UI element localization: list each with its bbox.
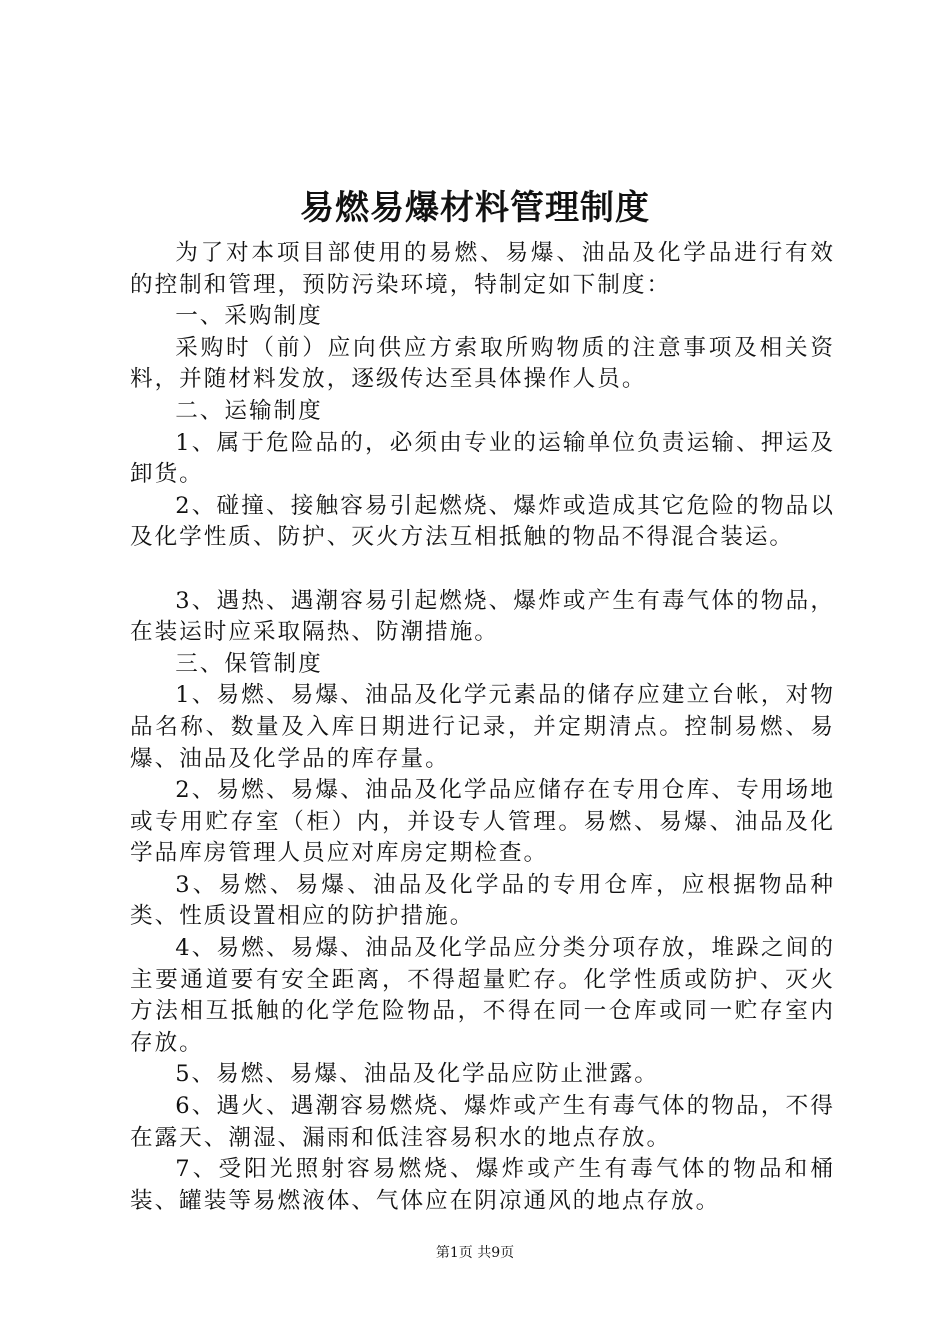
procurement-paragraph: 采购时（前）应向供应方索取所购物质的注意事项及相关资料，并随材料发放，逐级传达至具体操作人员。 bbox=[130, 334, 835, 393]
storage-item-4: 4、易燃、易爆、油品及化学品应分类分项存放，堆跺之间的主要通道要有安全距离，不得超量贮存。化学性质或防护、灭火方法相互抵触的化学危险物品，不得在同一仓库或同一贮存室内存放。 bbox=[130, 935, 835, 1056]
document-body bbox=[130, 238, 835, 1217]
intro-paragraph: 为了对本项目部使用的易燃、易爆、油品及化学品进行有效的控制和管理，预防污染环境，特制定如下制度： bbox=[130, 240, 835, 298]
storage-item-1: 1、易燃、易爆、油品及化学元素品的储存应建立台帐，对物品名称、数量及入库日期进行记录，并定期清点。控制易燃、易爆、油品及化学品的库存量。 bbox=[130, 682, 835, 772]
section-heading-storage: 三、保管制度 bbox=[175, 650, 323, 677]
transport-item-3: 3、遇热、遇潮容易引起燃烧、爆炸或产生有毒气体的物品，在装运时应采取隔热、防潮措施。 bbox=[130, 587, 835, 646]
storage-item-6: 6、遇火、遇潮容易燃烧、爆炸或产生有毒气体的物品，不得在露天、潮湿、漏雨和低洼容易积水的地点存放。 bbox=[130, 1093, 835, 1151]
storage-item-7: 7、受阳光照射容易燃烧、爆炸或产生有毒气体的物品和桶装、罐装等易燃液体、气体应在阴凉通风的地点存放。 bbox=[130, 1156, 835, 1214]
document-title: 易燃易爆材料管理制度 bbox=[300, 188, 650, 228]
storage-item-5: 5、易燃、易爆、油品及化学品应防止泄露。 bbox=[175, 1061, 659, 1088]
transport-item-1: 1、属于危险品的，必须由专业的运输单位负责运输、押运及卸货。 bbox=[130, 429, 835, 488]
transport-item-2: 2、碰撞、接触容易引起燃烧、爆炸或造成其它危险的物品以及化学性质、防护、灭火方法互相抵触的物品不得混合装运。 bbox=[130, 492, 835, 551]
section-heading-procurement: 一、采购制度 bbox=[175, 303, 323, 330]
page-footer: 第1页 共9页 bbox=[435, 1245, 515, 1261]
blank-line bbox=[130, 554, 835, 586]
storage-item-3: 3、易燃、易爆、油品及化学品的专用仓库，应根据物品种类、性质设置相应的防护措施。 bbox=[130, 871, 835, 930]
section-heading-transport: 二、运输制度 bbox=[175, 397, 323, 424]
storage-item-2: 2、易燃、易爆、油品及化学品应储存在专用仓库、专用场地或专用贮存室（柜）内，并设专人管理。易燃、易爆、油品及化学品库房管理人员应对库房定期检查。 bbox=[130, 777, 835, 867]
